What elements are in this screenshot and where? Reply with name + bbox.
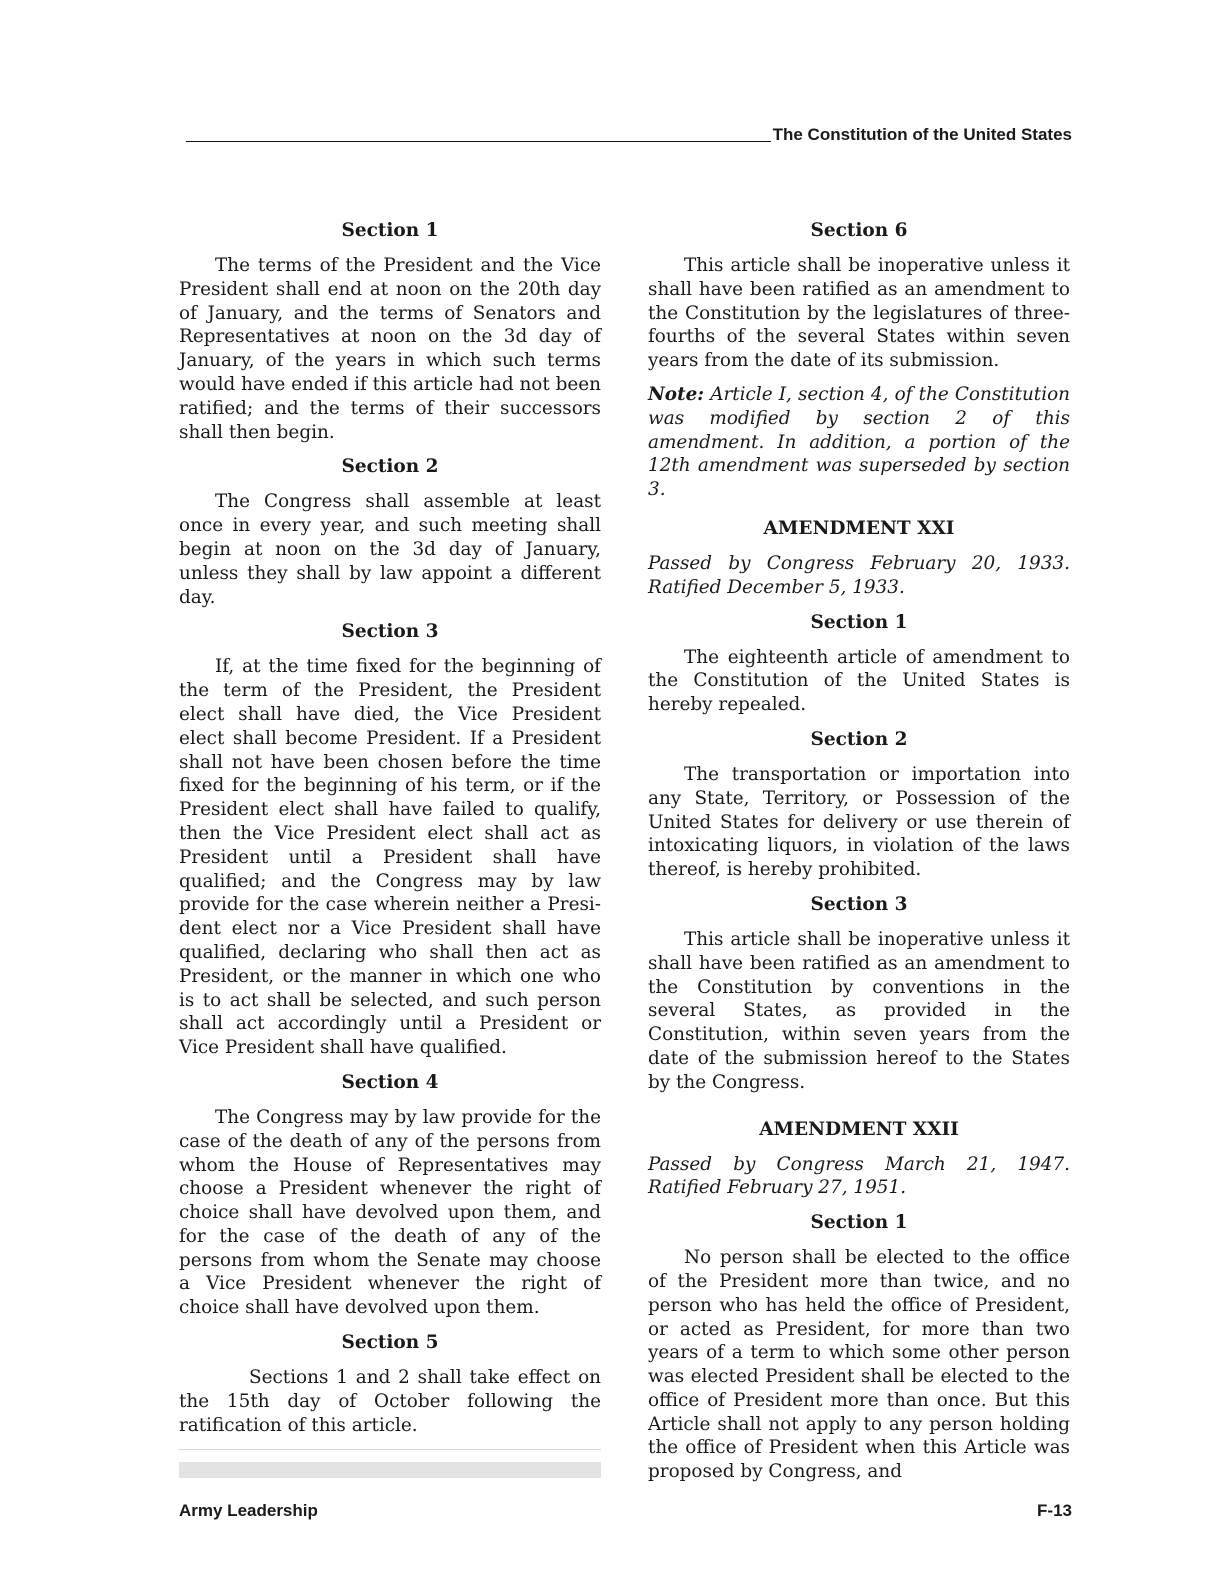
- section-text: Sections 1 and 2 shall take effect on the 15th day of October following the ratification of this article.: [179, 1367, 601, 1436]
- passed-ratified: Passed by Congress March 21, 1947. Ratified February 27, 1951.: [648, 1153, 1070, 1199]
- section-text: This article shall be inoperative unless it shall have been ratified as an amendment to the Constitution by conventions in the several States, as provided in the Constitution, within seven years from the date of the submission hereof to the States by the Congress.: [648, 928, 1070, 1093]
- section-text: The terms of the President and the Vice President shall end at noon on the 20th day of January, and the terms of Senators and Representatives at noon on the 3d day of January, of the years in which such terms would have ended if this article had not been ratified; and the terms of their successors shall then begin.: [179, 255, 601, 443]
- header-rule: [186, 141, 771, 142]
- footer-publication: Army Leadership: [179, 1501, 318, 1520]
- column-end-rule: [179, 1449, 601, 1450]
- section-heading: Section 2: [341, 456, 439, 478]
- section-heading: Section 1: [810, 1212, 908, 1234]
- section-text: This article shall be inoperative unless it shall have been ratified as an amendment to the Constitution by the legislatures of three-fourths of the several States within seven years from the date of its submission.: [648, 255, 1070, 372]
- column-end-bar: [179, 1462, 601, 1478]
- section-heading: Section 6: [810, 220, 908, 241]
- amendment-heading: AMENDMENT XXII: [759, 1118, 959, 1140]
- section-heading: Section 5: [341, 1332, 439, 1354]
- section-heading: Section 3: [341, 621, 439, 643]
- section-text: The Congress shall assemble at least once in every year, and such meeting shall begin at noon on the 3d day of January, unless they shall by law appoint a different day.: [179, 491, 601, 608]
- editorial-note: [648, 383, 1070, 502]
- section-heading: Section 4: [341, 1071, 439, 1093]
- amendment-heading: AMENDMENT XXI: [763, 517, 955, 539]
- note-label: Note:: [648, 383, 705, 405]
- section-heading: Section 1: [810, 611, 908, 633]
- section-heading: Section 1: [341, 220, 439, 241]
- section-text: The eighteenth article of amendment to the Constitution of the United States is hereby repealed.: [648, 646, 1070, 716]
- right-column: [648, 218, 1070, 1484]
- passed-ratified: Passed by Congress February 20, 1933. Ratified December 5, 1933.: [648, 552, 1070, 598]
- running-header: [186, 122, 1072, 146]
- note-text: Article I, section 4, of the Constitution was modified by section 2 of this amendment. In addition, a portion of the 12th amendment was superseded by section 3.: [648, 383, 1070, 501]
- section-text: The Congress may by law provide for the case of the death of any of the persons from whom the House of Representatives may choose a President whenever the right of choice shall have devolved upon them, and for the case of the death of any of the persons from whom the Senate may choose a Vice President whenever the right of choice shall have devolved upon them.: [179, 1106, 601, 1319]
- running-header-title: The Constitution of the United States: [772, 125, 1072, 144]
- page-number: F-13: [1037, 1501, 1072, 1520]
- section-heading: Section 2: [810, 728, 908, 750]
- left-column: [179, 218, 601, 1478]
- section-text: If, at the time fixed for the beginning of the term of the President, the President elect shall have died, the Vice President elect shall become President. If a President shall not have been chosen before the time fixed for the beginning of his term, or if the President elect shall have failed to qualify, then the Vice President elect shall act as President until a President shall have qualified; and the Congress may by law provide for the case wherein neither a President elect nor a Vice President shall have qualified, declaring who shall then act as President, or the manner in which one who is to act shall be selected, and such person shall act accordingly until a President or Vice President shall have qualified.: [179, 656, 601, 1059]
- section-heading: Section 3: [810, 893, 908, 915]
- section-text: No person shall be elected to the office of the President more than twice, and no person who has held the office of President, or acted as President, for more than two years of a term to which some other person was elected President shall be elected to the office of President more than once. But this Article shall not apply to any person holding the office of President when this Article was proposed by Congress, and: [648, 1247, 1070, 1483]
- page-footer: [179, 1501, 1072, 1521]
- section-text: The transportation or importation into any State, Territory, or Possession of the United States for delivery or use therein of intoxicating liquors, in violation of the laws thereof, is hereby prohibited.: [648, 763, 1070, 881]
